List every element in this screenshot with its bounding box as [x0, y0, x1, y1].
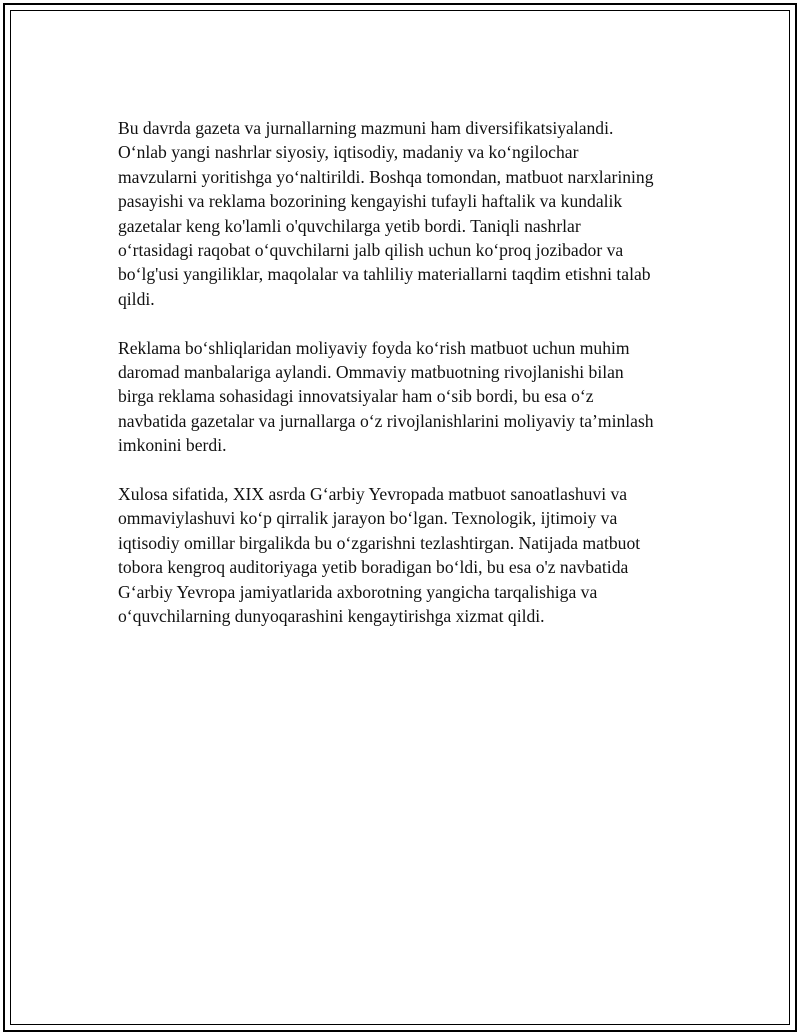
- paragraph-2: Reklama bo‘shliqlaridan moliyaviy foyda ko‘rish matbuot uchun muhim daromad manbalariga aylandi. Ommaviy matbuotning rivojlanishi bilan birga reklama sohasidagi innovatsiyalar ham o‘sib bordi, bu esa o‘z navbatida gazetalar va jurnallarga o‘z rivojlanishlarini moliyaviy ta’minlash imkonini berdi.: [118, 337, 654, 456]
- paragraph-1: Bu davrda gazeta va jurnallarning mazmuni ham diversifikatsiyalandi. O‘nlab yangi nashrlar siyosiy, iqtisodiy, madaniy va ko‘ngilochar mavzularni yoritishga yo‘naltirildi. Boshqa tomondan, matbuot narxlarining pasayishi va reklama bozorining kengayishi tufayli haftalik va kundalik gazetalar keng ko'lamli o'quvchilarga yetib bordi. Taniqli nashrlar o‘rtasidagi raqobat o‘quvchilarni jalb qilish uchun ko‘proq jozibador va bo‘lg'usi yangiliklar, maqolalar va tahliliy materiallarni taqdim etishni talab qildi.: [118, 118, 654, 309]
- paragraph-3: Xulosa sifatida, XIX asrda G‘arbiy Yevropada matbuot sanoatlashuvi va ommaviylashuvi ko‘p qirralik jarayon bo‘lgan. Texnologik, ijtimoiy va iqtisodiy omillar birgalikda bu o‘zgarishni tezlashtirgan. Natijada matbuot tobora kengroq auditoriyaga yetib boradigan bo‘ldi, bu esa o'z navbatida G‘arbiy Yevropa jamiyatlarida axborotning yangicha tarqalishiga va o‘quvchilarning dunyoqarashini kengaytirishga xizmat qildi.: [118, 484, 641, 627]
- document-body: [118, 116, 688, 653]
